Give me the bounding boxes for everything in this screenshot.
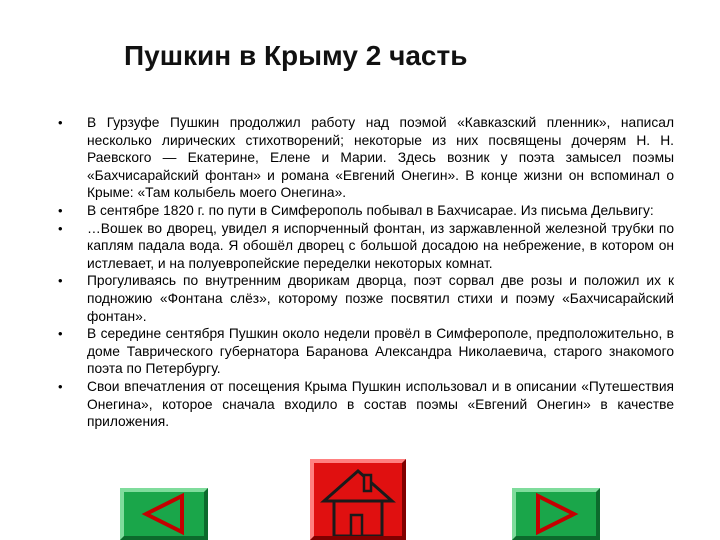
bullet-dot: • [58, 378, 63, 394]
bullet-item [58, 378, 674, 431]
bullet-dot: • [58, 202, 63, 218]
bullet-dot: • [58, 220, 63, 236]
bullet-dot: • [58, 273, 63, 289]
bullet-item [58, 202, 674, 220]
bullet-dot: • [58, 326, 63, 342]
bullet-list [58, 114, 674, 431]
bullet-item [58, 114, 674, 202]
bullet-text: Прогуливаясь по внутренним дворикам дворца, поэт сорвал две розы и положил их к подножию «Фонтана слёз», которому позже посвятил стихи и поэму «Бахчисарайский фонтан». [87, 273, 674, 324]
slide-title: Пушкин в Крыму 2 часть [124, 40, 468, 71]
bullet-text: Свои впечатления от посещения Крыма Пушкин использовал и в описании «Путешествия Онегина», которое сначала входило в состав поэмы «Евгений Онегин» в качестве приложения. [87, 378, 674, 430]
bullet-text: В середине сентября Пушкин около недели провёл в Симферополе, предположительно, в доме Таврического губернатора Баранова Александра Николаевича, старого знакомого поэта по Петербургу. [87, 326, 674, 377]
bullet-item [58, 220, 674, 273]
bullet-item [58, 325, 674, 378]
triangle-right-icon [516, 492, 596, 536]
back-button[interactable] [120, 488, 208, 540]
bullet-dot: • [58, 115, 63, 130]
bullet-text: В Гурзуфе Пушкин продолжил работу над поэмой «Кавказский пленник», написал несколько лирических стихотворений; некоторые из них посвящены дочерям Н. Н. Раевского — Екатерине, Елене и Марии. Здесь возник у поэта замысел поэмы «Бахчисарайский фонтан» и романа «Евгений Онегин». В конце жизни он вспоминал о Крыме: «Там колыбель моего Онегина». [87, 115, 674, 201]
home-button[interactable] [310, 459, 406, 540]
house-icon [314, 463, 402, 536]
forward-button[interactable] [512, 488, 600, 540]
triangle-left-icon [124, 492, 204, 536]
bullet-text: …Вошек во дворец, увидел я испорченный фонтан, из заржавленной железной трубки по каплям падала вода. Я обошёл дворец с большой досадою на небрежение, в котором он истлевает, и на полуевропейские переделки некоторых комнат. [87, 220, 674, 271]
bullet-text: В сентябре 1820 г. по пути в Симферополь побывал в Бахчисарае. Из письма Дельвигу: [87, 202, 654, 218]
bullet-item [58, 272, 674, 325]
